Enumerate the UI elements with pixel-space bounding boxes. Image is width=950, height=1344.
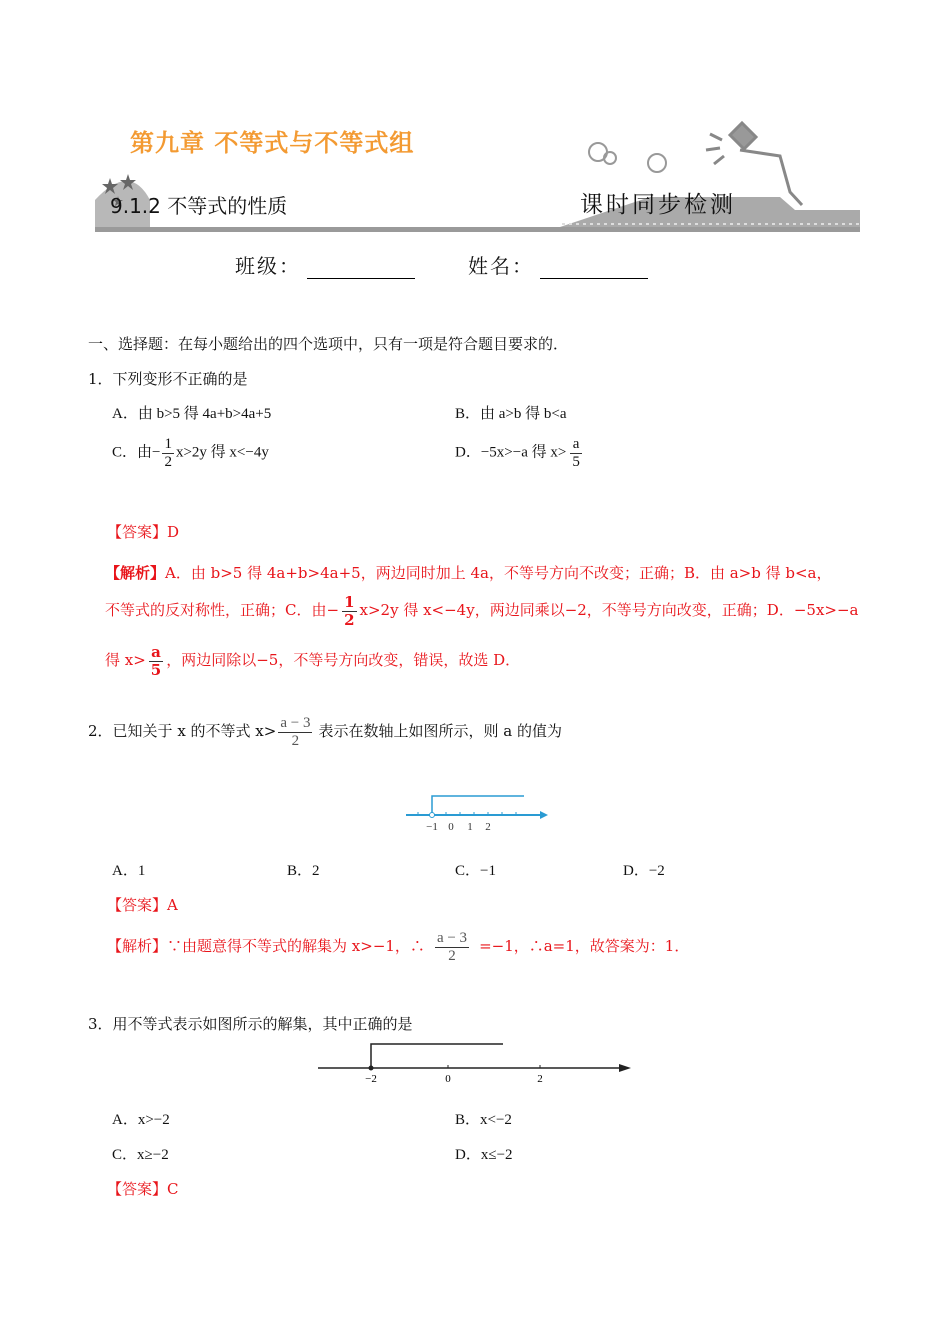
q2-option-a[interactable]: A．1: [112, 863, 146, 879]
chapter-title: 第九章 不等式与不等式组: [130, 129, 415, 157]
q1-analysis-line1: 【解析】A．由 b>5 得 4a+b>4a+5，两边同时加上 4a，不等号方向不改变；正确；B．由 a>b 得 b<a，: [105, 564, 832, 582]
section-title: 9.1.2 不等式的性质: [110, 194, 288, 218]
name-field[interactable]: [468, 250, 648, 279]
q1-answer: 【答案】D: [107, 523, 180, 541]
class-blank[interactable]: [307, 258, 415, 279]
q2-axis-label: −1: [426, 821, 438, 833]
q1-option-d[interactable]: D．−5x>−a 得 x> $\frac{a}{5}$: [455, 436, 580, 470]
q3-stem: 3．用不等式表示如图所示的解集，其中正确的是: [88, 1015, 413, 1033]
q1-option-a[interactable]: A．由 b>5 得 4a+b>4a+5: [112, 406, 272, 422]
class-field[interactable]: [235, 250, 415, 279]
part1-heading: 一、选择题：在每小题给出的四个选项中，只有一项是符合题目要求的．: [88, 335, 569, 353]
q3-option-b[interactable]: B．x<−2: [455, 1112, 512, 1128]
q3-number-line: [315, 1040, 635, 1086]
q2-axis-label: 1: [467, 821, 473, 833]
q2-option-d[interactable]: D．−2: [623, 863, 665, 879]
class-label: 班级：: [235, 254, 301, 278]
q2-analysis: 【解析】∵由题意得不等式的解集为 x>−1，∴ $\frac{a - 3}{2}$ =−1，∴a=1，故答案为：1．: [107, 930, 690, 964]
q2-number-line: [402, 792, 550, 834]
q1-option-b[interactable]: B．由 a>b 得 b<a: [455, 406, 567, 422]
sync-test-title: 课时同步检测: [580, 192, 736, 217]
q2-axis-label: 2: [485, 821, 491, 833]
q2-axis-label: 0: [448, 821, 454, 833]
q3-option-d[interactable]: D．x≤−2: [455, 1147, 513, 1163]
q2-answer: 【答案】A: [107, 896, 178, 914]
q3-option-c[interactable]: C．x≥−2: [112, 1147, 169, 1163]
q1-analysis-line3: 得 x> $\frac{a}{5}$ ，两边同除以−5，不等号方向改变，错误，故选 D．: [105, 643, 521, 679]
name-blank[interactable]: [540, 258, 648, 279]
q3-axis-label: −2: [365, 1073, 377, 1085]
q2-option-b[interactable]: B．2: [287, 863, 320, 879]
q2-stem: 2．已知关于 x 的不等式 x> $\frac{a - 3}{2}$ 表示在数轴上如图所示，则 a 的值为: [88, 715, 562, 749]
q1-option-c[interactable]: C．由− $\frac{1}{2}$ x>2y 得 x<−4y: [112, 436, 269, 470]
q3-axis-label: 2: [537, 1073, 543, 1085]
name-label: 姓名：: [468, 254, 534, 278]
q2-option-c[interactable]: C．−1: [455, 863, 496, 879]
q3-answer: 【答案】C: [107, 1180, 179, 1198]
q1-analysis-line2: 不等式的反对称性，正确；C．由− $\frac{1}{2}$ x>2y 得 x<−4y，两边同乘以−2，不等号方向改变，正确；D．−5x>−a: [105, 593, 859, 629]
q1-stem: 1．下列变形不正确的是: [88, 370, 248, 388]
q3-axis-label: 0: [445, 1073, 451, 1085]
q3-option-a[interactable]: A．x>−2: [112, 1112, 170, 1128]
